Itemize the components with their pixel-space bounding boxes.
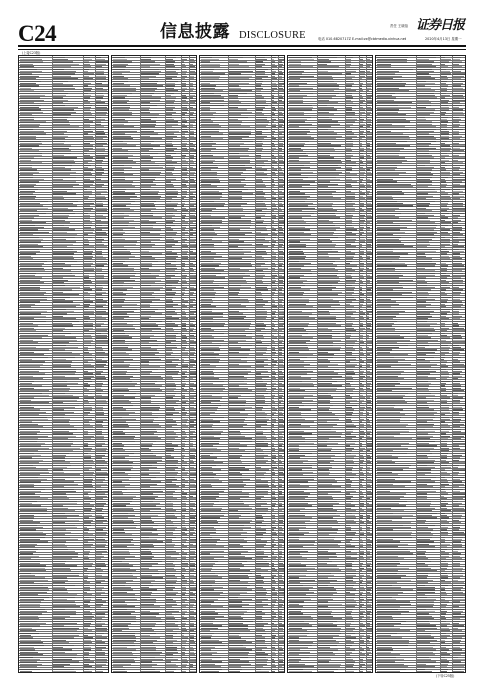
table-cell-text bbox=[20, 671, 32, 672]
table-cell-text bbox=[84, 671, 92, 672]
table-cell-text bbox=[182, 671, 186, 672]
editor-credit: 责任 王晓蓓 bbox=[390, 25, 408, 28]
table-cell-text bbox=[53, 671, 76, 672]
table-cell-text bbox=[190, 671, 195, 672]
table-column-2 bbox=[111, 55, 197, 673]
contact-line: 电话 010-6820717Z E-mail:zx@cbtmedia.xinhua.net bbox=[318, 38, 406, 41]
table-row bbox=[112, 670, 196, 672]
table-cell-text bbox=[141, 671, 161, 672]
table-column-3 bbox=[199, 55, 285, 673]
page-number: C24 bbox=[18, 22, 56, 45]
section-title: 信息披露 bbox=[160, 24, 230, 41]
newspaper-logo: 证券日报 bbox=[416, 19, 464, 32]
table-cell-text bbox=[166, 671, 174, 672]
header-rule-thin bbox=[18, 49, 466, 50]
table-cell-text bbox=[96, 671, 103, 672]
table-row bbox=[19, 670, 108, 672]
header-rule bbox=[18, 45, 466, 47]
table-column-1 bbox=[18, 55, 109, 673]
section-subtitle: DISCLOSURE bbox=[239, 31, 306, 42]
table-cell-text bbox=[113, 671, 127, 672]
issue-date: 2020年4月13日 星期一 bbox=[425, 38, 462, 41]
continued-from-label: (上接C23版) bbox=[22, 52, 40, 55]
